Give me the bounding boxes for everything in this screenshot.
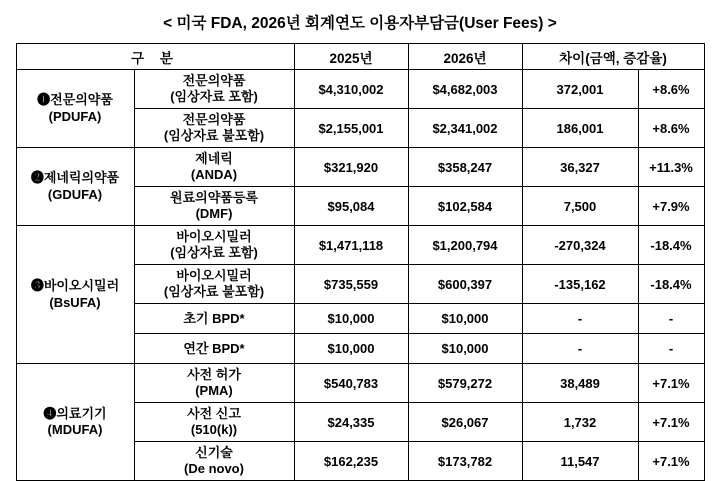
value-diff-amount: -135,162 <box>522 265 638 304</box>
value-diff-rate: +8.6% <box>638 109 704 148</box>
value-diff-rate: -18.4% <box>638 265 704 304</box>
value-2026: $600,397 <box>408 265 522 304</box>
header-gubun: 구 분 <box>16 44 294 70</box>
item-label <box>134 304 294 334</box>
group-name-line1: ❶전문의약품 <box>37 92 113 108</box>
page-title: < 미국 FDA, 2026년 회계연도 이용자부담금(User Fees) > <box>163 15 557 32</box>
group-name-line2: (BsUFA) <box>49 294 101 310</box>
table-body <box>16 70 704 481</box>
item-line2: (ANDA) <box>190 167 238 182</box>
item-line1: 전문의약품 <box>182 73 246 89</box>
value-diff-rate: +7.1% <box>638 442 704 481</box>
item-label <box>134 265 294 304</box>
item-label <box>134 148 294 187</box>
item-label <box>134 109 294 148</box>
group-name-line2: (PDUFA) <box>48 108 102 124</box>
header-row <box>16 44 704 70</box>
item-label <box>134 187 294 226</box>
value-2025: $1,471,118 <box>294 226 408 265</box>
value-diff-amount: - <box>522 304 638 334</box>
group-name-line2: (GDUFA) <box>47 186 103 202</box>
item-line1: 연간 BPD* <box>183 340 245 356</box>
value-diff-rate: +8.6% <box>638 70 704 109</box>
value-diff-rate: - <box>638 304 704 334</box>
item-label <box>134 334 294 364</box>
item-line1: 원료의약품등록 <box>170 190 258 206</box>
item-line2: (DMF) <box>195 206 233 221</box>
header-difference: 차이(금액, 증감율) <box>522 44 704 70</box>
value-2026: $1,200,794 <box>408 226 522 265</box>
item-line2: (임상자료 불포함) <box>163 284 265 299</box>
value-2026: $26,067 <box>408 403 522 442</box>
value-diff-amount: 186,001 <box>522 109 638 148</box>
header-year-2026: 2026년 <box>408 44 522 70</box>
item-label <box>134 364 294 403</box>
item-line2: (임상자료 불포함) <box>163 128 265 143</box>
value-diff-rate: - <box>638 334 704 364</box>
table-row <box>16 148 704 187</box>
group-label-bsufa <box>16 226 134 364</box>
value-diff-rate: +7.9% <box>638 187 704 226</box>
value-diff-rate: -18.4% <box>638 226 704 265</box>
table-header <box>16 44 704 70</box>
value-2026: $2,341,002 <box>408 109 522 148</box>
value-2025: $321,920 <box>294 148 408 187</box>
group-name-line1: ❹의료기기 <box>43 405 107 421</box>
value-diff-amount: 38,489 <box>522 364 638 403</box>
user-fees-table <box>16 43 705 481</box>
value-2025: $10,000 <box>294 304 408 334</box>
value-diff-amount: 11,547 <box>522 442 638 481</box>
item-line1: 사전 허가 <box>187 367 241 383</box>
item-line1: 전문의약품 <box>182 112 246 128</box>
value-2025: $2,155,001 <box>294 109 408 148</box>
item-label <box>134 226 294 265</box>
value-2025: $162,235 <box>294 442 408 481</box>
value-2026: $102,584 <box>408 187 522 226</box>
item-line1: 제네릭 <box>195 151 233 167</box>
value-diff-rate: +11.3% <box>638 148 704 187</box>
table-row <box>16 364 704 403</box>
item-label <box>134 70 294 109</box>
group-name-line1: ❸바이오시밀러 <box>30 278 120 294</box>
group-label-mdufa <box>16 364 134 481</box>
item-line2: (510(k)) <box>190 422 238 437</box>
value-2026: $10,000 <box>408 304 522 334</box>
item-line1: 바이오시밀러 <box>176 229 252 245</box>
group-name-line1: ❷제네릭의약품 <box>30 170 120 186</box>
item-line1: 바이오시밀러 <box>176 268 252 284</box>
value-2026: $10,000 <box>408 334 522 364</box>
group-name-line2: (MDUFA) <box>47 422 103 437</box>
item-line2: (임상자료 포함) <box>170 245 258 260</box>
item-line2: (PMA) <box>195 383 233 398</box>
value-diff-amount: 7,500 <box>522 187 638 226</box>
item-label <box>134 403 294 442</box>
item-line2: (De novo) <box>184 461 244 476</box>
table-row <box>16 226 704 265</box>
value-2026: $4,682,003 <box>408 70 522 109</box>
value-2026: $358,247 <box>408 148 522 187</box>
value-diff-amount: - <box>522 334 638 364</box>
header-year-2025: 2025년 <box>294 44 408 70</box>
item-line2: (임상자료 포함) <box>170 89 258 104</box>
value-2026: $173,782 <box>408 442 522 481</box>
value-2025: $735,559 <box>294 265 408 304</box>
item-label <box>134 442 294 481</box>
value-diff-amount: 36,327 <box>522 148 638 187</box>
value-2025: $540,783 <box>294 364 408 403</box>
value-2025: $95,084 <box>294 187 408 226</box>
item-line1: 사전 신고 <box>187 406 241 422</box>
value-diff-amount: -270,324 <box>522 226 638 265</box>
value-2025: $24,335 <box>294 403 408 442</box>
value-diff-rate: +7.1% <box>638 403 704 442</box>
value-diff-rate: +7.1% <box>638 364 704 403</box>
value-diff-amount: 372,001 <box>522 70 638 109</box>
table-row <box>16 70 704 109</box>
group-label-pdufa <box>16 70 134 148</box>
item-line1: 초기 BPD* <box>183 310 245 326</box>
value-2025: $10,000 <box>294 334 408 364</box>
group-label-gdufa <box>16 148 134 226</box>
value-diff-amount: 1,732 <box>522 403 638 442</box>
value-2026: $579,272 <box>408 364 522 403</box>
value-2025: $4,310,002 <box>294 70 408 109</box>
item-line1: 신기술 <box>195 445 233 461</box>
